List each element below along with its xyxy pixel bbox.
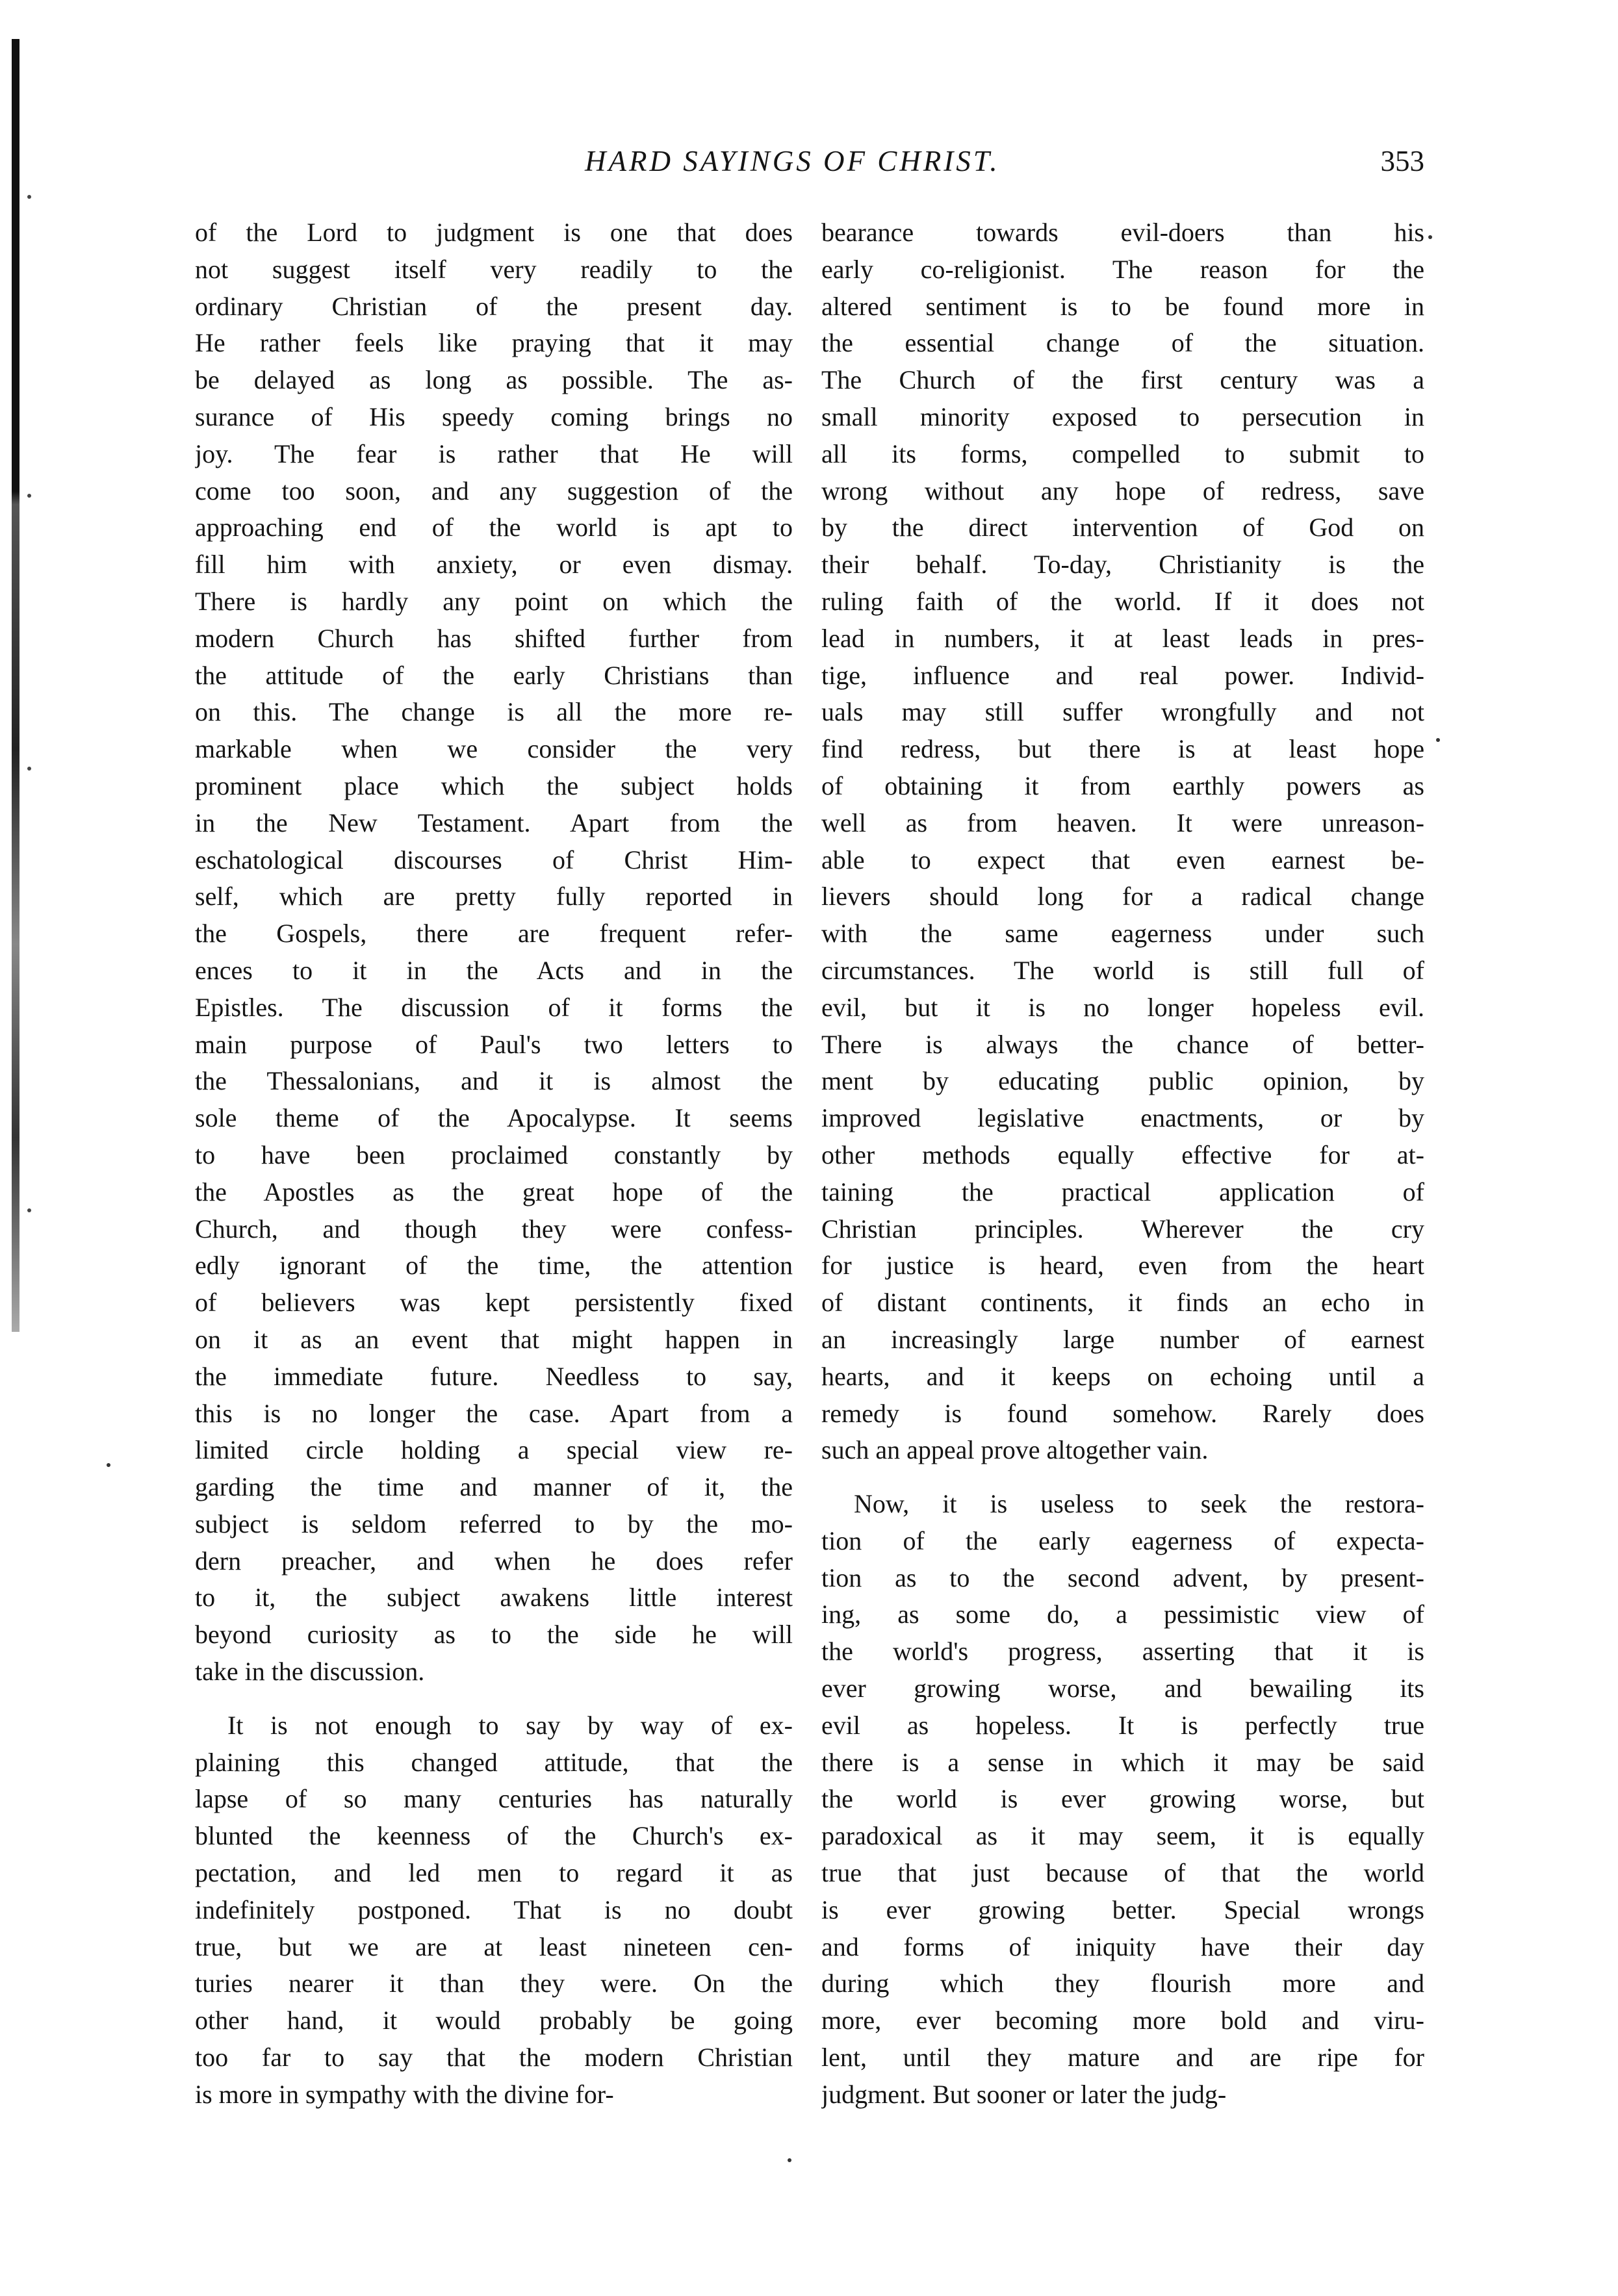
text-line: during which they flourish more and [821, 1969, 1424, 1998]
text-line: well as from heaven. It were unreason- [821, 808, 1424, 837]
text-line: of obtaining it from earthly powers as [821, 771, 1424, 800]
text-line: He rather feels like praying that it may [195, 328, 793, 358]
page-number: 353 [1380, 145, 1424, 177]
text-line: ruling faith of the world. If it does not [821, 586, 1424, 616]
text-line: true, but we are at least nineteen cen- [195, 1932, 793, 1961]
text-line: the Gospels, there are frequent refer- [195, 919, 793, 949]
text-line: lent, until they mature and are ripe for [821, 2043, 1424, 2073]
paragraph [195, 1707, 793, 2113]
text-line: taining the practical application of [821, 1177, 1424, 1206]
text-line: of believers was kept persistently fixed [195, 1288, 793, 1318]
text-line: the world's progress, asserting that it is [821, 1637, 1424, 1666]
text-line: ences to it in the Acts and in the [195, 955, 793, 985]
text-line: markable when we consider the very [195, 734, 793, 764]
text-line: wrong without any hope of redress, save [821, 476, 1424, 505]
text-line: this is no longer the case. Apart from a [195, 1398, 793, 1428]
text-line: Church, and though they were confess- [195, 1214, 793, 1244]
running-head [195, 144, 1424, 183]
text-line: an increasingly large number of earnest [821, 1324, 1424, 1354]
text-line: sole theme of the Apocalypse. It seems [195, 1103, 793, 1133]
text-line: plaining this changed attitude, that the [195, 1747, 793, 1777]
text-line: able to expect that even earnest be- [821, 845, 1424, 874]
binding-mark-dot [27, 767, 31, 771]
text-line: limited circle holding a special view re- [195, 1435, 793, 1465]
text-line: There is always the chance of better- [821, 1029, 1424, 1059]
paragraph [195, 214, 793, 1690]
text-line: on this. The change is all the more re- [195, 697, 793, 727]
text-line: The Church of the first century was a [821, 365, 1424, 395]
text-line: small minority exposed to persecution in [821, 402, 1424, 431]
text-line: be delayed as long as possible. The as- [195, 365, 793, 395]
text-line: by the direct intervention of God on [821, 513, 1424, 542]
text-line: the essential change of the situation. [821, 328, 1424, 358]
text-line: other methods equally effective for at- [821, 1140, 1424, 1169]
text-line: not suggest itself very readily to the [195, 254, 793, 284]
text-line: in the New Testament. Apart from the [195, 808, 793, 837]
text-line: Christian principles. Wherever the cry [821, 1214, 1424, 1244]
text-line: to have been proclaimed constantly by [195, 1140, 793, 1169]
text-line: blunted the keenness of the Church's ex- [195, 1821, 793, 1851]
text-line: altered sentiment is to be found more in [821, 291, 1424, 321]
binding-mark-dot [27, 1208, 31, 1212]
text-line: surance of His speedy coming brings no [195, 402, 793, 431]
text-line: take in the discussion. [195, 1657, 425, 1687]
binding-edge-shadow [12, 39, 19, 1332]
text-line: tion of the early eagerness of expecta- [821, 1525, 1424, 1555]
text-line: beyond curiosity as to the side he will [195, 1620, 793, 1650]
right-text-column [821, 214, 1424, 2130]
left-text-column [195, 214, 793, 2130]
text-line: evil, but it is no longer hopeless evil. [821, 992, 1424, 1022]
text-line: ment by educating public opinion, by [821, 1066, 1424, 1096]
text-line: evil as hopeless. It is perfectly true [821, 1710, 1424, 1740]
text-line: uals may still suffer wrongfully and not [821, 697, 1424, 727]
paragraph [821, 1486, 1424, 2113]
text-line: hearts, and it keeps on echoing until a [821, 1361, 1424, 1391]
text-line: find redress, but there is at least hope [821, 734, 1424, 764]
text-line: of the Lord to judgment is one that does [195, 218, 793, 247]
text-line: There is hardly any point on which the [195, 586, 793, 616]
text-line: to it, the subject awakens little interest [195, 1583, 793, 1613]
text-line: the immediate future. Needless to say, [195, 1361, 793, 1391]
text-line: paradoxical as it may seem, it is equally [821, 1821, 1424, 1851]
stray-ink-mark [107, 1463, 110, 1467]
text-line: garding the time and manner of it, the [195, 1472, 793, 1502]
binding-mark-dot [27, 195, 31, 199]
text-line: bearance towards evil-doers than his [821, 218, 1424, 247]
text-line: ing, as some do, a pessimistic view of [821, 1600, 1424, 1629]
text-line: for justice is heard, even from the heart [821, 1251, 1424, 1281]
text-line: the Thessalonians, and it is almost the [195, 1066, 793, 1096]
text-line: improved legislative enactments, or by [821, 1103, 1424, 1133]
text-line: edly ignorant of the time, the attention [195, 1251, 793, 1281]
text-line: approaching end of the world is apt to [195, 513, 793, 542]
text-line: the world is ever growing worse, but [821, 1784, 1424, 1814]
text-line: true that just because of that the world [821, 1858, 1424, 1888]
text-line: more, ever becoming more bold and viru- [821, 2006, 1424, 2035]
text-line: circumstances. The world is still full of [821, 955, 1424, 985]
text-line: on it as an event that might happen in [195, 1324, 793, 1354]
text-line: the attitude of the early Christians than [195, 660, 793, 690]
text-line: pectation, and led men to regard it as [195, 1858, 793, 1888]
text-line: is more in sympathy with the divine for- [195, 2079, 614, 2109]
text-line: eschatological discourses of Christ Him- [195, 845, 793, 874]
text-line: of distant continents, it finds an echo in [821, 1288, 1424, 1318]
text-line: too far to say that the modern Christian [195, 2043, 793, 2073]
text-line: Epistles. The discussion of it forms the [195, 992, 793, 1022]
text-line: joy. The fear is rather that He will [195, 439, 793, 468]
text-line: tige, influence and real power. Individ- [821, 660, 1424, 690]
text-line: modern Church has shifted further from [195, 623, 793, 653]
text-line: Now, it is useless to seek the restora- [854, 1489, 1424, 1519]
text-line: there is a sense in which it may be said [821, 1747, 1424, 1777]
text-line: early co-religionist. The reason for the [821, 254, 1424, 284]
text-line: judgment. But sooner or later the judg- [821, 2079, 1227, 2109]
text-line: self, which are pretty fully reported in [195, 882, 793, 912]
binding-mark-dot [27, 494, 31, 498]
text-line: and forms of iniquity have their day [821, 1932, 1424, 1961]
text-line: lead in numbers, it at least leads in pres- [821, 623, 1424, 653]
text-line: dern preacher, and when he does refer [195, 1546, 793, 1575]
text-line: turies nearer it than they were. On the [195, 1969, 793, 1998]
text-line: with the same eagerness under such [821, 919, 1424, 949]
text-line: It is not enough to say by way of ex- [227, 1710, 793, 1740]
text-line: come too soon, and any suggestion of the [195, 476, 793, 505]
text-line: all its forms, compelled to submit to [821, 439, 1424, 468]
running-title: HARD SAYINGS OF CHRIST. [585, 145, 1000, 177]
text-line: subject is seldom referred to by the mo- [195, 1509, 793, 1538]
text-line: indefinitely postponed. That is no doubt [195, 1894, 793, 1924]
text-line: ordinary Christian of the present day. [195, 291, 793, 321]
stray-ink-mark [788, 2158, 791, 2162]
text-line: ever growing worse, and bewailing its [821, 1674, 1424, 1703]
text-line: other hand, it would probably be going [195, 2006, 793, 2035]
text-line: such an appeal prove altogether vain. [821, 1435, 1209, 1465]
text-line: lievers should long for a radical change [821, 882, 1424, 912]
text-line: fill him with anxiety, or even dismay. [195, 550, 793, 580]
text-line: prominent place which the subject holds [195, 771, 793, 800]
stray-ink-mark [1428, 235, 1432, 239]
text-line: main purpose of Paul's two letters to [195, 1029, 793, 1059]
stray-ink-mark [1436, 738, 1440, 742]
paragraph [821, 214, 1424, 1469]
text-line: the Apostles as the great hope of the [195, 1177, 793, 1206]
text-line: remedy is found somehow. Rarely does [821, 1398, 1424, 1428]
text-line: tion as to the second advent, by present- [821, 1563, 1424, 1592]
text-line: their behalf. To-day, Christianity is the [821, 550, 1424, 580]
text-line: is ever growing better. Special wrongs [821, 1894, 1424, 1924]
text-line: lapse of so many centuries has naturally [195, 1784, 793, 1814]
